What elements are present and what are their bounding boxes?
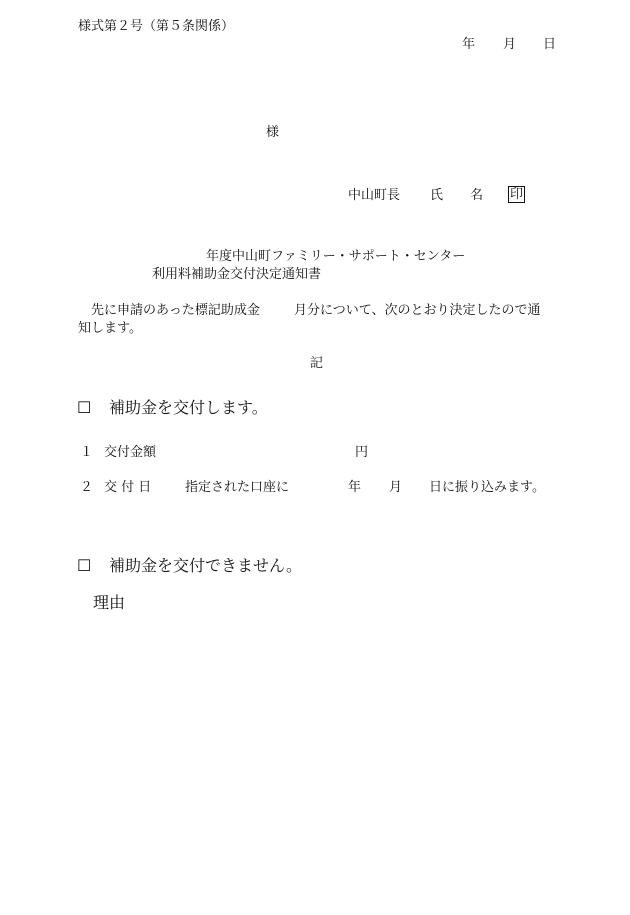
deny-option-label: 補助金を交付できません。 bbox=[109, 556, 302, 575]
item-2-text: 指定された口座に bbox=[185, 480, 290, 495]
form-number: 様式第２号（第５条関係） bbox=[78, 19, 235, 34]
reason-label: 理由 bbox=[93, 593, 126, 612]
body-line2: 知します。 bbox=[78, 321, 142, 336]
item-2-month: 月 bbox=[389, 480, 403, 495]
seal-stamp-box bbox=[508, 186, 525, 203]
grant-checkbox[interactable]: ☐ bbox=[77, 398, 92, 417]
body-line1-part2: 月分について、次のとおり決定したので通 bbox=[294, 303, 541, 318]
document-title-line1: 年度中山町ファミリー・サポート・センター bbox=[206, 249, 466, 264]
date-month-label: 月 bbox=[503, 37, 517, 52]
item-2-label: 交 付 日 bbox=[104, 480, 152, 495]
date-year-label: 年 bbox=[462, 37, 476, 52]
item-1-unit: 円 bbox=[355, 445, 369, 460]
issuer-title: 中山町長 bbox=[348, 188, 401, 203]
item-1-number: １ bbox=[80, 445, 94, 460]
addressee-honorific: 様 bbox=[266, 125, 280, 140]
seal-label: 印 bbox=[510, 187, 524, 202]
deny-checkbox[interactable]: ☐ bbox=[77, 556, 92, 575]
ki-label: 記 bbox=[310, 356, 324, 371]
issuer-name-label-2: 名 bbox=[470, 188, 484, 203]
item-2-number: ２ bbox=[80, 480, 94, 495]
grant-option-label: 補助金を交付します。 bbox=[109, 398, 268, 417]
item-2-year: 年 bbox=[348, 480, 362, 495]
issuer-name-label-1: 氏 bbox=[430, 188, 444, 203]
date-day-label: 日 bbox=[543, 37, 557, 52]
item-2-tail: 日に振り込みます。 bbox=[429, 480, 545, 495]
item-1-label: 交付金額 bbox=[104, 445, 157, 460]
document-title-line2: 利用料補助金交付決定通知書 bbox=[152, 267, 322, 282]
body-line1-part1: 先に申請のあった標記助成金 bbox=[91, 303, 260, 318]
